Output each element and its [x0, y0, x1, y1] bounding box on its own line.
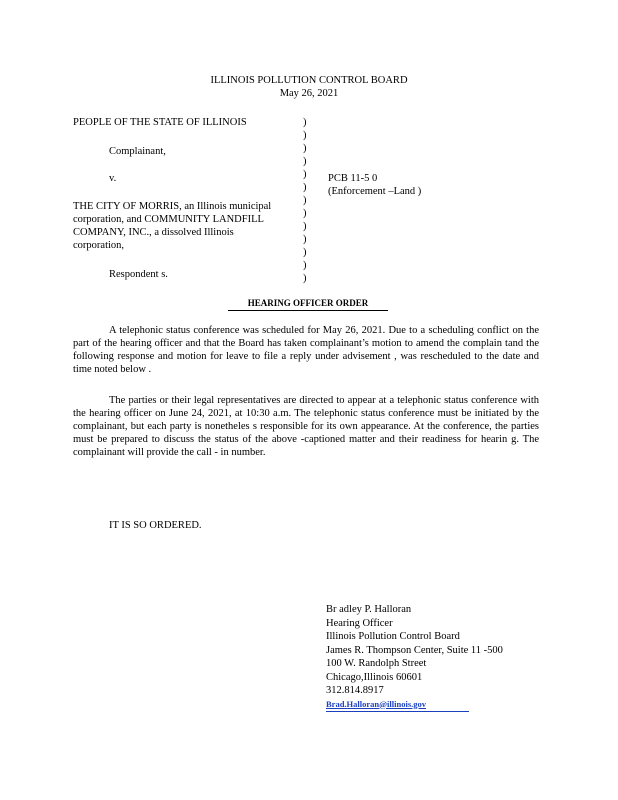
paragraph-text: The parties or their legal representatives are directed to appear at a telephonic status conference with the hearing officer on June 24, 2021, at 10:30 a.m. The telephonic status conference must be initiated by the complainant, but each party is nonetheles s responsible for its own appearance. At the conference, the parties must be prepared to discuss the status of the above -captioned matter and their readiness for hearin g. The complainant will provide the call - in number.	[73, 395, 539, 458]
case-number: PCB 11-5 0	[328, 173, 378, 184]
defendant-line: COMPANY, INC., a dissolved Illinois	[73, 227, 234, 238]
agency-title: ILLINOIS POLLUTION CONTROL BOARD	[210, 75, 408, 86]
signature-line: Hearing Officer	[326, 617, 393, 629]
defendant-line: corporation, and COMMUNITY LANDFILL	[73, 214, 264, 225]
paragraph-1	[73, 324, 539, 376]
signature-line: Br adley P. Halloran	[326, 604, 412, 615]
defendant-role: Respondent s.	[109, 269, 168, 280]
signature-line: Illinois Pollution Control Board	[326, 631, 460, 642]
closing-statement: IT IS SO ORDERED.	[109, 520, 202, 531]
caption-parentheses: ) ) ) ) ) ) ) ) ) ) ) ) )	[303, 117, 307, 284]
signature-block	[326, 603, 546, 711]
plaintiff-name: PEOPLE OF THE STATE OF ILLINOIS	[73, 117, 247, 128]
order-date: May 26, 2021	[279, 88, 339, 99]
defendant-line: THE CITY OF MORRIS, an Illinois municipal	[73, 201, 272, 212]
defendant-line: corporation,	[73, 240, 125, 251]
paragraph-text: A telephonic status conference was scheduled for May 26, 2021. Due to a scheduling conflict on the part of the hearing officer and that the Board has taken complainant’s motion to amend the complain tand the following response and motion for leave to file a reply under advisement , was rescheduled to the date and time noted below .	[73, 325, 539, 375]
signature-line: 312.814.8917	[326, 685, 384, 696]
defendant-block	[73, 200, 298, 252]
case-type: (Enforcement –Land )	[328, 186, 422, 197]
signature-line: Chicago,Illinois 60601	[326, 671, 423, 683]
order-title: HEARING OFFICER ORDER	[228, 297, 388, 311]
versus-label: v.	[109, 173, 117, 184]
plaintiff-role: Complainant,	[109, 146, 166, 157]
signature-line: 100 W. Randolph Street	[326, 658, 427, 669]
email-link[interactable]: Brad.Halloran@illinois.gov	[326, 698, 469, 712]
signature-line: James R. Thompson Center, Suite 11 -500	[326, 644, 503, 656]
paragraph-2	[73, 394, 539, 459]
